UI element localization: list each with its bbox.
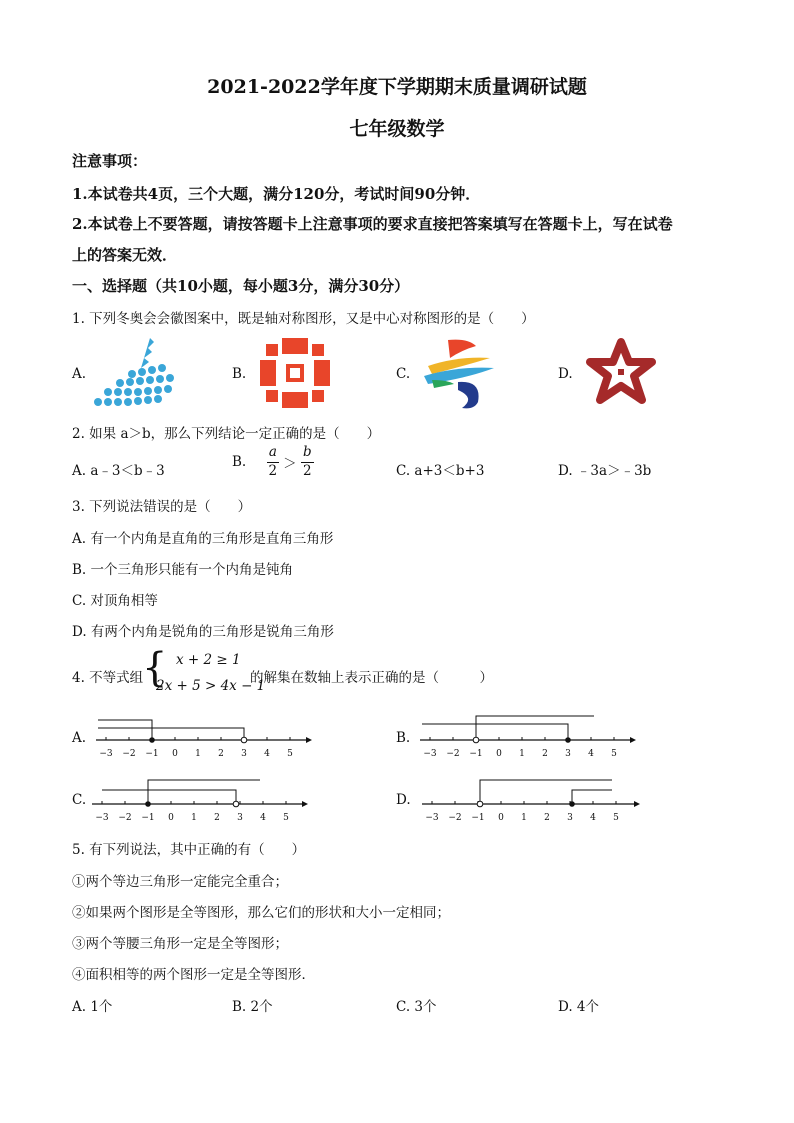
tick-label: 3 bbox=[567, 813, 573, 823]
fraction-denominator: 2 bbox=[268, 462, 278, 479]
question-2-stem-text: 2. 如果 a＞b，那么下列结论一定正确的是（ ） bbox=[72, 426, 381, 442]
tick-label: −1 bbox=[469, 749, 483, 759]
q1-option-b-label[interactable]: B. bbox=[232, 366, 247, 382]
tick-label: −1 bbox=[141, 813, 155, 823]
tick-label: 2 bbox=[218, 749, 224, 759]
tick-label: −3 bbox=[423, 749, 437, 759]
q2-option-a[interactable]: A. a﹣3＜b﹣3 bbox=[72, 463, 165, 479]
tick-label: −3 bbox=[95, 813, 109, 823]
q5-statement-3: ③两个等腰三角形一定是全等图形； bbox=[72, 936, 288, 952]
q1-option-d-label[interactable]: D. bbox=[558, 366, 573, 382]
question-5-stem: 5. 有下列说法，其中正确的有（ ） bbox=[72, 842, 306, 858]
tick-label: 4 bbox=[260, 813, 266, 823]
inequality-2: 2x + 5 > 4x − 1 bbox=[156, 678, 266, 694]
q1-option-c-label[interactable]: C. bbox=[396, 366, 411, 382]
exam-subtitle: 七年级数学 bbox=[349, 118, 445, 140]
red-square-cross-logo-icon bbox=[256, 334, 334, 412]
tick-label: −2 bbox=[448, 813, 462, 823]
number-line-b[interactable] bbox=[416, 712, 636, 762]
number-line-d[interactable] bbox=[418, 776, 640, 826]
ribbon-logo-icon bbox=[418, 336, 498, 412]
tick-label: −2 bbox=[446, 749, 460, 759]
q3-option-d[interactable]: D. 有两个内角是锐角的三角形是锐角三角形 bbox=[72, 624, 334, 640]
q2-option-d[interactable]: D. ﹣3a＞﹣3b bbox=[558, 463, 652, 479]
tick-label: 3 bbox=[565, 749, 571, 759]
q5-option-c[interactable]: C. 3个 bbox=[396, 999, 437, 1015]
tick-label: 2 bbox=[542, 749, 548, 759]
q4-option-d-label[interactable]: D. bbox=[396, 792, 411, 808]
system-brace: { bbox=[142, 645, 168, 691]
greater-than-sign: ＞ bbox=[283, 456, 297, 472]
number-line-a[interactable] bbox=[92, 712, 312, 762]
tick-label: 2 bbox=[544, 813, 550, 823]
tick-label: −2 bbox=[122, 749, 136, 759]
q2-option-c[interactable]: C. a+3＜b+3 bbox=[396, 463, 485, 479]
tick-label: 1 bbox=[191, 813, 197, 823]
number-line-c[interactable] bbox=[88, 776, 308, 826]
q3-option-a[interactable]: A. 有一个内角是直角的三角形是直角三角形 bbox=[72, 531, 334, 547]
tick-label: −1 bbox=[471, 813, 485, 823]
notes-item-1: 1.本试卷共4页，三个大题，满分120分，考试时间90分钟． bbox=[72, 185, 481, 203]
tick-label: 0 bbox=[496, 749, 502, 759]
q4-option-b-label[interactable]: B. bbox=[396, 730, 411, 746]
inequality-1: x + 2 ≥ 1 bbox=[176, 652, 241, 668]
tick-label: 4 bbox=[588, 749, 594, 759]
q5-statement-4: ④面积相等的两个图形一定是全等图形． bbox=[72, 967, 315, 983]
tick-label: −3 bbox=[99, 749, 113, 759]
q5-option-d[interactable]: D. 4个 bbox=[558, 999, 600, 1015]
fraction-b-over-2 bbox=[301, 446, 314, 478]
tick-label: 1 bbox=[521, 813, 527, 823]
tick-label: 3 bbox=[241, 749, 247, 759]
tick-label: 5 bbox=[611, 749, 617, 759]
snowflake-wave-logo-icon bbox=[92, 336, 182, 408]
fraction-numerator: a bbox=[267, 446, 279, 463]
tick-label: 0 bbox=[168, 813, 174, 823]
tick-label: 5 bbox=[283, 813, 289, 823]
tick-label: 0 bbox=[498, 813, 504, 823]
tick-label: −2 bbox=[118, 813, 132, 823]
q5-option-b[interactable]: B. 2个 bbox=[232, 999, 273, 1015]
section-1-heading: 一、选择题（共10小题，每小题3分，满分30分） bbox=[72, 277, 410, 295]
fraction-numerator: b bbox=[301, 446, 314, 463]
tick-label: −1 bbox=[145, 749, 159, 759]
tick-label: 1 bbox=[195, 749, 201, 759]
q5-statement-1: ①两个等边三角形一定能完全重合； bbox=[72, 874, 288, 890]
notes-item-2-line-2: 上的答案无效． bbox=[72, 246, 178, 264]
q3-option-c[interactable]: C. 对顶角相等 bbox=[72, 593, 158, 609]
tick-label: 4 bbox=[590, 813, 596, 823]
question-1-stem: 1. 下列冬奥会会徽图案中，既是轴对称图形，又是中心对称图形的是（ ） bbox=[72, 311, 535, 327]
tick-label: 1 bbox=[519, 749, 525, 759]
tick-label: 5 bbox=[613, 813, 619, 823]
fraction-denominator: 2 bbox=[303, 462, 312, 479]
q2-option-b[interactable] bbox=[232, 446, 314, 486]
q4-option-a-label[interactable]: A. bbox=[72, 730, 87, 746]
fraction-a-over-2 bbox=[267, 446, 279, 478]
tick-label: 2 bbox=[214, 813, 220, 823]
question-3-stem: 3. 下列说法错误的是（ ） bbox=[72, 499, 252, 515]
tick-label: 4 bbox=[264, 749, 270, 759]
q3-option-b[interactable]: B. 一个三角形只能有一个内角是钝角 bbox=[72, 562, 294, 578]
q5-statement-2: ②如果两个图形是全等图形，那么它们的形状和大小一定相同； bbox=[72, 905, 450, 921]
tick-label: 0 bbox=[172, 749, 178, 759]
q4-option-c-label[interactable]: C. bbox=[72, 792, 87, 808]
notes-item-2-line-1: 2.本试卷上不要答题，请按答题卡上注意事项的要求直接把答案填写在答题卡上，写在试卷 bbox=[72, 215, 673, 233]
question-4-stem-prefix: 4. 不等式组 bbox=[72, 670, 144, 686]
tick-label: 5 bbox=[287, 749, 293, 759]
q2-option-b-label: B. bbox=[232, 454, 247, 470]
question-4-stem-suffix: 的解集在数轴上表示正确的是（ ） bbox=[250, 670, 493, 686]
question-2-stem bbox=[72, 422, 380, 442]
exam-title: 2021-2022学年度下学期期末质量调研试题 bbox=[207, 76, 587, 98]
tick-label: 3 bbox=[237, 813, 243, 823]
tick-label: −3 bbox=[425, 813, 439, 823]
q5-option-a[interactable]: A. 1个 bbox=[72, 999, 113, 1015]
notes-heading: 注意事项： bbox=[72, 152, 148, 170]
q1-option-a-label[interactable]: A. bbox=[72, 366, 87, 382]
red-star-logo-icon bbox=[582, 336, 660, 412]
